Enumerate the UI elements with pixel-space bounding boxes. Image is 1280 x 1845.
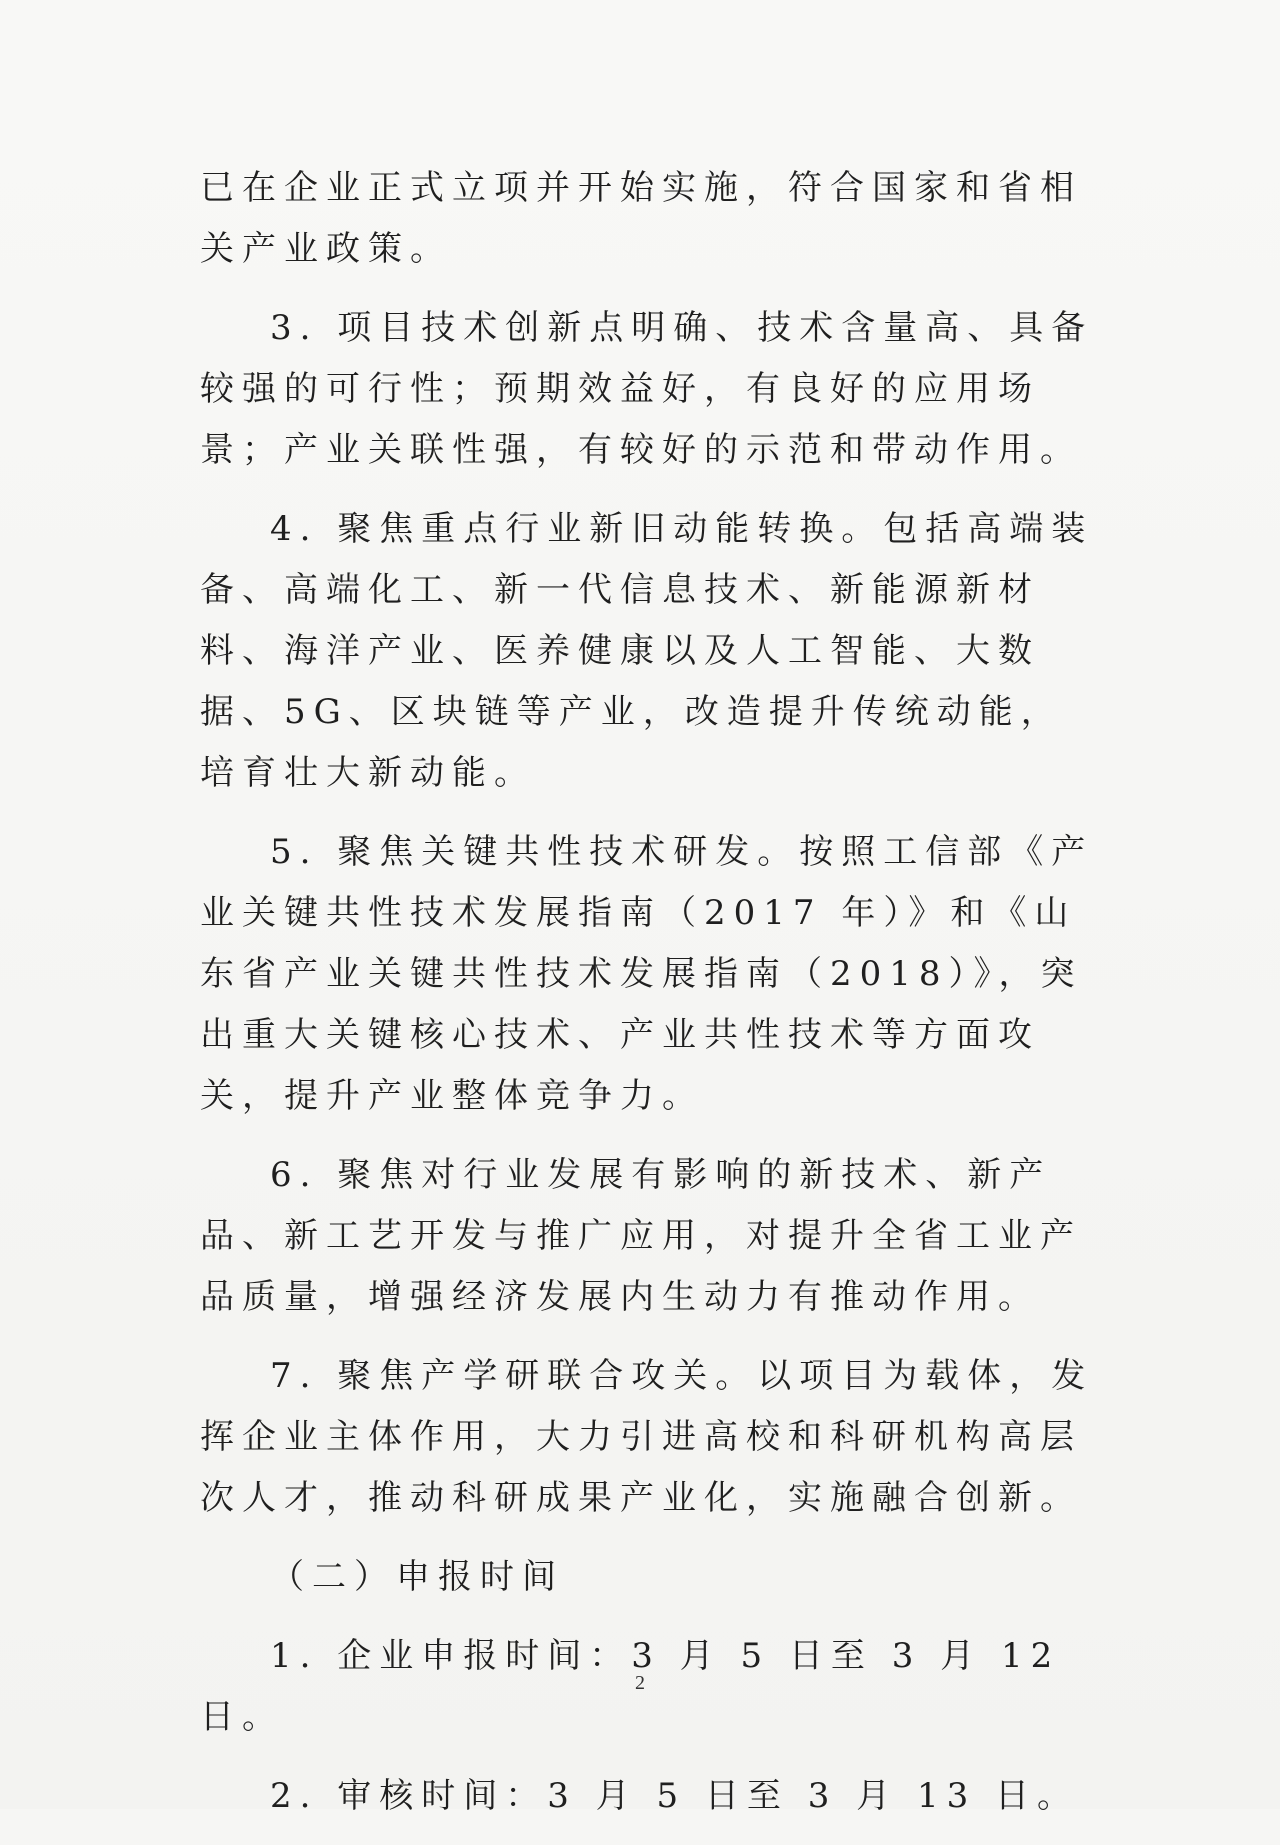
schedule-item-enterprise: 1. 企业申报时间：3 月 5 日至 3 月 12 日。 — [200, 1636, 1061, 1737]
paragraph-item-5: 5. 聚焦关键共性技术研发。按照工信部《产业关键共性技术发展指南（2017 年）》和《山东省产业关键共性技术发展指南（2018）》，突出重大关键核心技术、产业共性技术等方面攻关，提升产业整体竞争力。 — [200, 832, 1094, 1116]
paragraph-item-6: 6. 聚焦对行业发展有影响的新技术、新产品、新工艺开发与推广应用，对提升全省工业产品质量，增强经济发展内生动力有推动作用。 — [200, 1155, 1082, 1317]
paragraph-item-3: 3. 项目技术创新点明确、技术含量高、具备较强的可行性；预期效益好，有良好的应用场景；产业关联性强，有较好的示范和带动作用。 — [200, 308, 1094, 470]
document-body — [200, 158, 1100, 1845]
page-number: 2 — [635, 1672, 645, 1694]
paragraph-item-4: 4. 聚焦重点行业新旧动能转换。包括高端装备、高端化工、新一代信息技术、新能源新材料、海洋产业、医养健康以及人工智能、大数据、5G、区块链等产业，改造提升传统动能，培育壮大新动能。 — [200, 509, 1094, 793]
schedule-item-review: 2. 审核时间：3 月 5 日至 3 月 13 日。 — [270, 1776, 1080, 1816]
paragraph-continuation: 已在企业正式立项并开始实施，符合国家和省相关产业政策。 — [200, 168, 1082, 269]
paragraph-item-7: 7. 聚焦产学研联合攻关。以项目为载体，发挥企业主体作用，大力引进高校和科研机构高层次人才，推动科研成果产业化，实施融合创新。 — [200, 1356, 1094, 1518]
section-heading: （二）申报时间 — [270, 1557, 564, 1597]
